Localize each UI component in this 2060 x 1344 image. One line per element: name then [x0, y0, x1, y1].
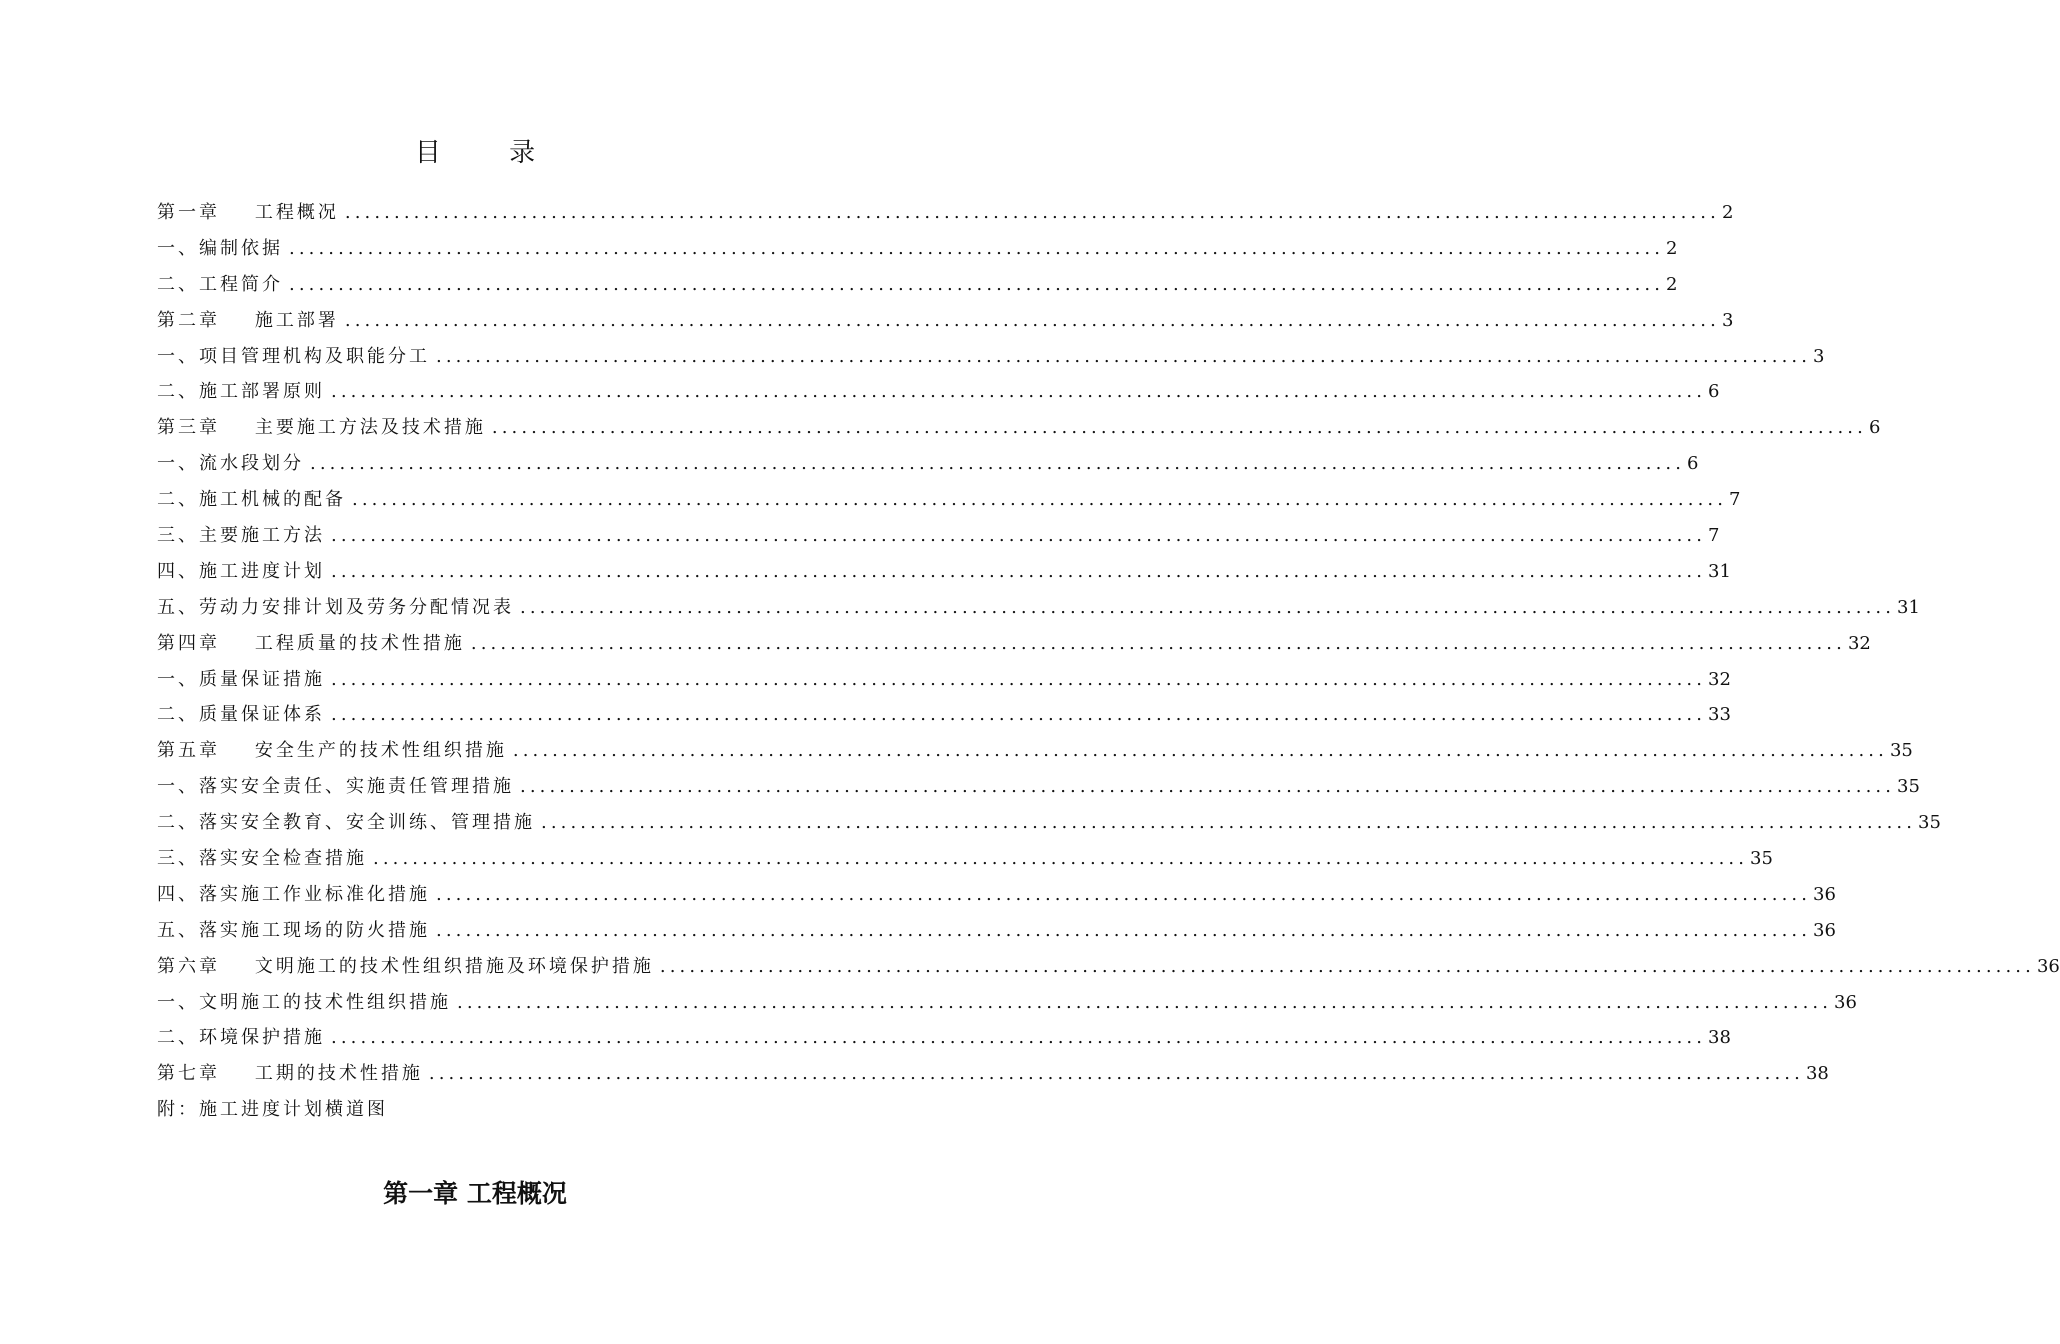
toc-entry[interactable]	[157, 303, 1734, 339]
toc-dot-leader: ............................................................................................................................................	[352, 489, 1728, 511]
toc-entry-label: 二、施工部署原则	[157, 381, 325, 403]
toc-entry-label: 四、落实施工作业标准化措施	[157, 883, 430, 905]
toc-entry-label: 二、环境保护措施	[157, 1027, 325, 1049]
toc-entry-label: 一、质量保证措施	[157, 668, 325, 690]
toc-entry-label: 五、劳动力安排计划及劳务分配情况表	[157, 596, 514, 618]
toc-entry-page: 35	[1889, 740, 1913, 762]
toc-entry[interactable]	[157, 697, 1731, 733]
toc-entry-page: 33	[1708, 704, 1731, 726]
toc-entry-label: 第六章 文明施工的技术性组织措施及环境保护措施	[157, 955, 654, 977]
toc-dot-leader: ............................................................................................................................................	[331, 560, 1707, 582]
toc-entry-label: 二、质量保证体系	[157, 704, 325, 726]
toc-entry-label: 二、工程简介	[157, 273, 283, 295]
toc-entry-label: 第四章 工程质量的技术性措施	[157, 632, 465, 654]
toc-entry-label: 第七章 工期的技术性措施	[157, 1063, 423, 1085]
toc-entry-page: 35	[1897, 776, 1920, 798]
toc-dot-leader: ............................................................................................................................................	[373, 848, 1749, 870]
toc-entry-page: 2	[1721, 202, 1734, 223]
toc-dot-leader: ............................................................................................................................................	[331, 1027, 1707, 1049]
toc-dot-leader: ............................................................................................................................................	[436, 919, 1812, 941]
toc-entry[interactable]	[157, 877, 1836, 913]
toc-entry-page: 2	[1666, 273, 1678, 295]
toc-dot-leader: ............................................................................................................................................	[491, 417, 1867, 439]
toc-dot-leader: ............................................................................................................................................	[541, 812, 1917, 834]
toc-entry-page: 6	[1687, 453, 1699, 475]
toc-entry[interactable]	[157, 1020, 1731, 1056]
toc-entry-page: 31	[1708, 560, 1731, 582]
toc-entry-label: 一、流水段划分	[157, 453, 304, 475]
toc-entry-page: 2	[1666, 237, 1678, 259]
toc-entry-page: 38	[1805, 1063, 1829, 1085]
toc-entry[interactable]	[157, 482, 1741, 518]
toc-entry[interactable]	[157, 805, 1941, 841]
toc-dot-leader: ............................................................................................................................................	[470, 632, 1846, 654]
toc-entry[interactable]	[157, 267, 1678, 303]
toc-entry[interactable]	[157, 1092, 837, 1128]
toc-entry[interactable]	[157, 374, 1720, 410]
toc-entry-page: 36	[1834, 991, 1857, 1013]
toc-entry[interactable]	[157, 949, 2060, 985]
toc-entry-label: 二、落实安全教育、安全训练、管理措施	[157, 812, 535, 834]
toc-entry-page: 7	[1708, 525, 1720, 547]
toc-dot-leader: ............................................................................................................................................	[344, 309, 1720, 331]
toc-entry-page: 6	[1708, 381, 1720, 403]
toc-entry[interactable]	[157, 913, 1836, 949]
toc-entry-label: 三、落实安全检查措施	[157, 848, 367, 870]
toc-entry-page: 38	[1708, 1027, 1731, 1049]
toc-dot-leader: ............................................................................................................................................	[428, 1063, 1804, 1085]
toc-entry-page: 3	[1721, 309, 1734, 331]
toc-dot-leader: ............................................................................................................................................	[659, 955, 2035, 977]
toc-entry-page: 31	[1897, 596, 1920, 618]
toc-entry[interactable]	[157, 339, 1825, 375]
toc-entry-page: 7	[1729, 489, 1741, 511]
toc-entry-page: 3	[1813, 345, 1825, 367]
toc-entry[interactable]	[157, 518, 1720, 554]
toc-entry-page: 36	[1813, 919, 1836, 941]
toc-entry-label: 一、文明施工的技术性组织措施	[157, 991, 451, 1013]
toc-entry-page: 35	[1750, 848, 1773, 870]
toc-entry-label: 第一章 工程概况	[157, 202, 339, 223]
toc-entry-page: 35	[1918, 812, 1941, 834]
toc-dot-leader: ............................................................................................................................................	[436, 883, 1812, 905]
toc-entry-label: 三、主要施工方法	[157, 525, 325, 547]
toc-entry-page: 36	[2036, 955, 2060, 977]
toc-entry-label: 第三章 主要施工方法及技术措施	[157, 417, 486, 439]
toc-dot-leader: ............................................................................................................................................	[331, 704, 1707, 726]
toc-entry-label: 四、施工进度计划	[157, 560, 325, 582]
toc-dot-leader: ............................................................................................................................................	[344, 202, 1720, 223]
toc-dot-leader: ............................................................................................................................................	[310, 453, 1686, 475]
toc-dot-leader: ............................................................................................................................................	[457, 991, 1833, 1013]
toc-title: 目 录	[414, 138, 566, 168]
toc-entry[interactable]	[157, 554, 1731, 590]
toc-entry[interactable]	[157, 590, 1920, 626]
toc-entry-label: 五、落实施工现场的防火措施	[157, 919, 430, 941]
table-of-contents	[157, 195, 2060, 1128]
toc-dot-leader: ............................................................................................................................................	[331, 525, 1707, 547]
toc-dot-leader: ............................................................................................................................................	[331, 668, 1707, 690]
toc-entry-label: 第二章 施工部署	[157, 309, 339, 331]
toc-entry[interactable]	[157, 231, 1678, 267]
toc-entry-page: 6	[1868, 417, 1881, 439]
toc-entry[interactable]	[157, 446, 1699, 482]
toc-dot-leader: ............................................................................................................................................	[520, 596, 1896, 618]
toc-entry[interactable]	[157, 1056, 1829, 1092]
toc-entry[interactable]	[157, 195, 1734, 231]
toc-entry[interactable]	[157, 841, 1773, 877]
toc-dot-leader: ............................................................................................................................................	[289, 273, 1665, 295]
toc-entry-page: 32	[1847, 632, 1871, 654]
toc-entry-label: 第五章 安全生产的技术性组织措施	[157, 740, 507, 762]
toc-entry-page: 36	[1813, 883, 1836, 905]
toc-entry-label: 一、项目管理机构及职能分工	[157, 345, 430, 367]
toc-entry-label: 附：施工进度计划横道图	[157, 1099, 388, 1121]
toc-entry[interactable]	[157, 985, 1857, 1021]
toc-entry-page: 32	[1708, 668, 1731, 690]
chapter-heading: 第一章 工程概况	[383, 1179, 567, 1208]
toc-dot-leader: ............................................................................................................................................	[331, 381, 1707, 403]
toc-entry[interactable]	[157, 733, 1913, 769]
toc-dot-leader: ............................................................................................................................................	[436, 345, 1812, 367]
toc-entry[interactable]	[157, 769, 1920, 805]
toc-entry[interactable]	[157, 662, 1731, 698]
toc-dot-leader: ............................................................................................................................................	[520, 776, 1896, 798]
toc-dot-leader: ............................................................................................................................................	[289, 237, 1665, 259]
toc-entry-label: 二、施工机械的配备	[157, 489, 346, 511]
toc-entry[interactable]	[157, 410, 1881, 446]
toc-entry-label: 一、落实安全责任、实施责任管理措施	[157, 776, 514, 798]
toc-entry-label: 一、编制依据	[157, 237, 283, 259]
toc-entry[interactable]	[157, 626, 1871, 662]
toc-dot-leader: ............................................................................................................................................	[512, 740, 1888, 762]
